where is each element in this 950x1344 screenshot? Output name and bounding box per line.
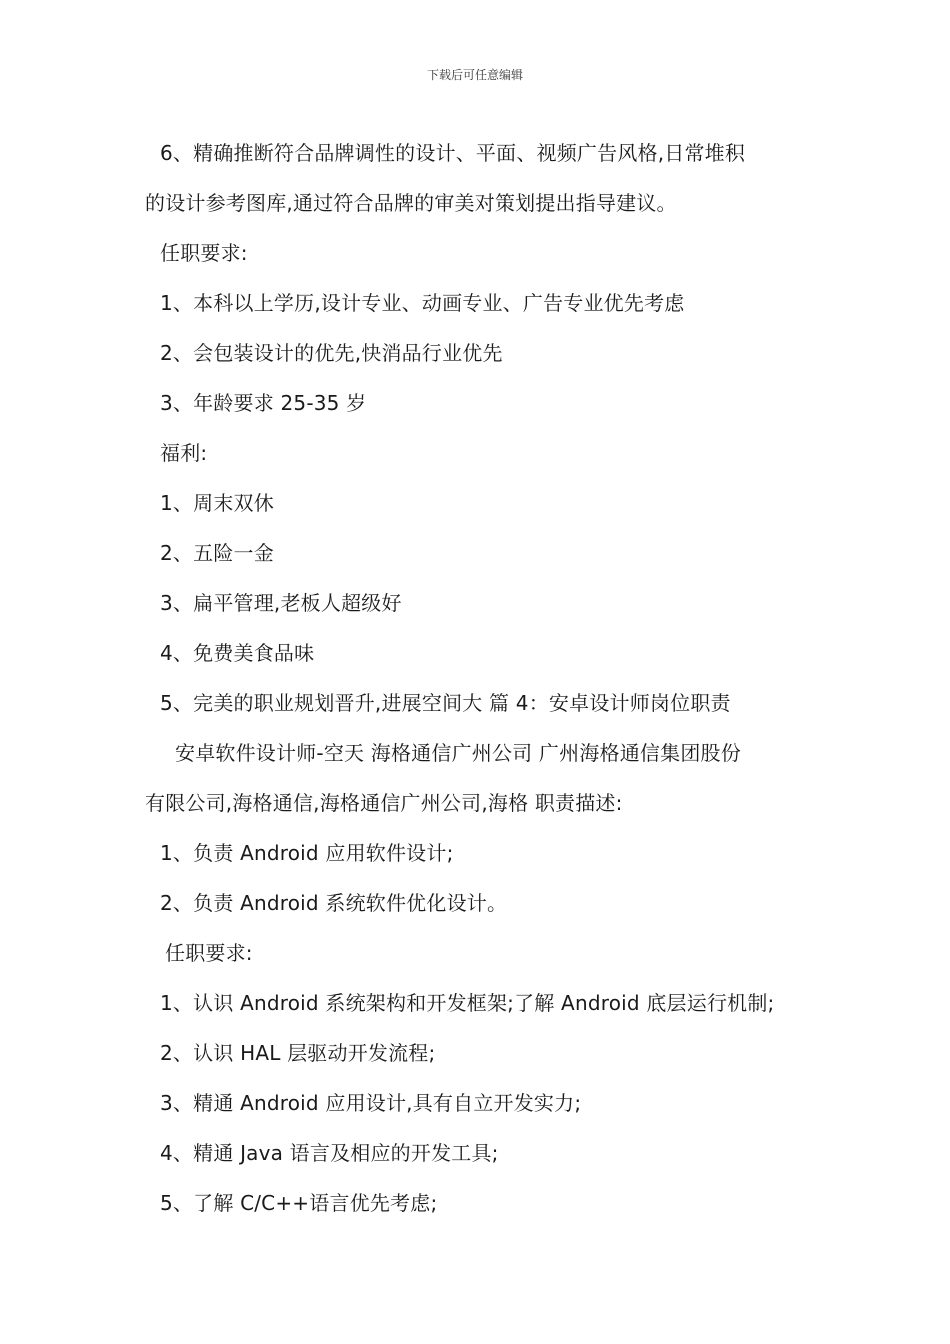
list-item: 1、认识 Android 系统架构和开发框架;了解 Android 底层运行机制; [160,991,775,1015]
list-item: 3、年龄要求 25-35 岁 [160,391,367,415]
paragraph-line: 的设计参考图库,通过符合品牌的审美对策划提出指导建议。 [145,191,677,215]
list-item: 5、完美的职业规划晋升,进展空间大 篇 4：安卓设计师岗位职责 [160,691,731,715]
list-item: 4、免费美食品味 [160,641,315,665]
list-item: 1、周末双休 [160,491,274,515]
paragraph-line: 安卓软件设计师-空天 海格通信广州公司 广州海格通信集团股份 [175,741,741,765]
list-item: 3、精通 Android 应用设计,具有自立开发实力; [160,1091,582,1115]
section-heading: 任职要求: [160,241,248,265]
paragraph-line: 有限公司,海格通信,海格通信广州公司,海格 职责描述: [145,791,623,815]
list-item: 2、五险一金 [160,541,274,565]
list-item: 2、负责 Android 系统软件优化设计。 [160,891,508,915]
page-header-note: 下载后可任意编辑 [426,68,523,82]
section-heading: 任职要求: [165,941,253,965]
list-item: 2、认识 HAL 层驱动开发流程; [160,1041,436,1065]
paragraph-line: 6、精确推断符合品牌调性的设计、平面、视频广告风格,日常堆积 [160,141,746,165]
list-item: 4、精通 Java 语言及相应的开发工具; [160,1141,499,1165]
list-item: 1、本科以上学历,设计专业、动画专业、广告专业优先考虑 [160,291,685,315]
list-item: 3、扁平管理,老板人超级好 [160,591,402,615]
document-body [145,128,815,1228]
list-item: 5、了解 C/C++语言优先考虑; [160,1191,438,1215]
list-item: 2、会包装设计的优先,快消品行业优先 [160,341,503,365]
list-item: 1、负责 Android 应用软件设计; [160,841,454,865]
section-heading: 福利: [160,441,208,465]
